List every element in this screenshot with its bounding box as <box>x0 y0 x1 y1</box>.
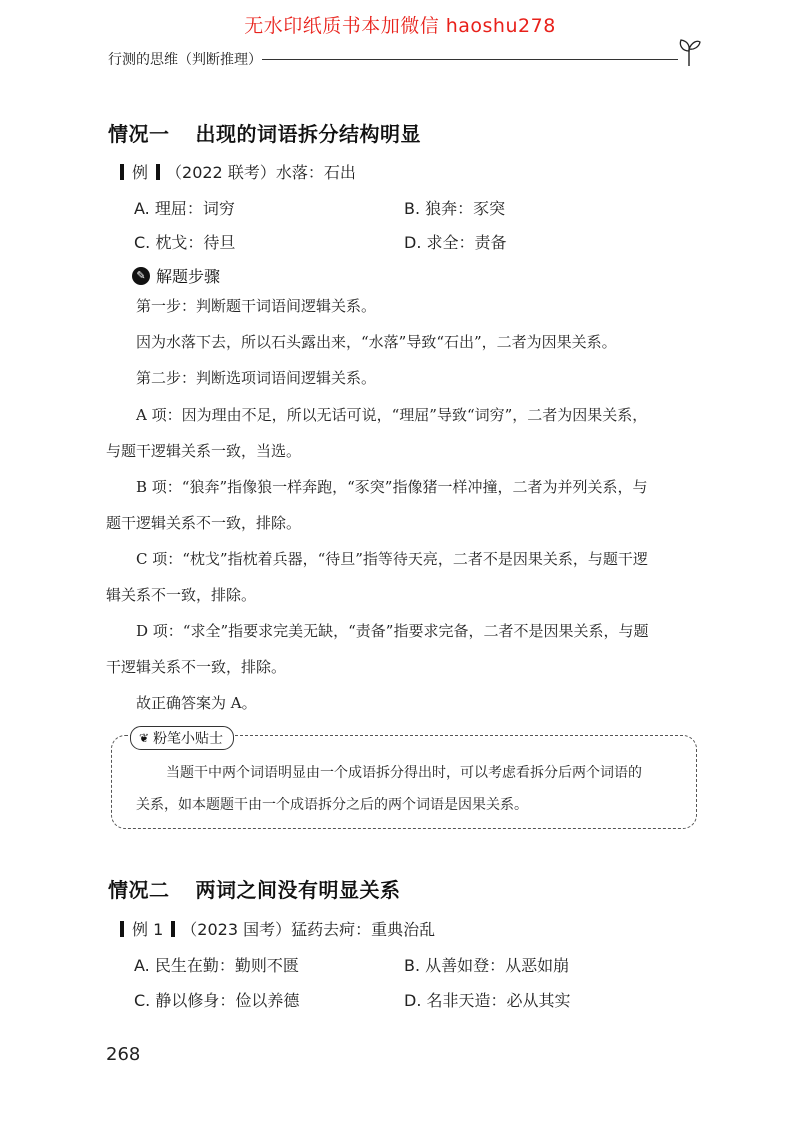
tip-line-1: 当题干中两个词语明显由一个成语拆分得出时，可以考虑看拆分后两个词语的 <box>166 765 642 781</box>
bracket-bar-right <box>171 921 175 937</box>
correct-answer: 故正确答案为 A。 <box>136 694 257 712</box>
step-2: 第二步：判断选项词语间逻辑关系。 <box>136 369 377 387</box>
option-b: B. 从善如登：从恶如崩 <box>404 956 570 975</box>
question-stem <box>120 160 356 183</box>
watermark: 无水印纸质书本加微信 haoshu278 <box>244 15 556 37</box>
tip-content <box>136 757 676 821</box>
bracket-bar-left <box>120 921 124 937</box>
analysis-c-line-1: C 项：“枕戈”指枕着兵器，“待旦”指等待天亮，二者不是因果关系，与题干逻 <box>136 550 648 568</box>
step-1: 第一步：判断题干词语间逻辑关系。 <box>136 297 377 315</box>
option-a: A. 理屈：词穷 <box>134 199 235 218</box>
question-stem-2 <box>120 917 435 940</box>
running-header: 行测的思维（判断推理） <box>108 52 262 68</box>
sprout-icon <box>676 36 702 66</box>
question-label: 例 <box>132 163 149 182</box>
question-stem-text: 猛药去疴：重典治乱 <box>291 920 436 939</box>
analysis-a-line-1: A 项：因为理由不足，所以无话可说，“理屈”导致“词穷”，二者为因果关系， <box>136 406 648 424</box>
section-heading: 两词之间没有明显关系 <box>195 878 401 902</box>
analysis-d-line-1: D 项：“求全”指要求完美无缺，“责备”指要求完备，二者不是因果关系，与题 <box>136 622 649 640</box>
solution-steps-title: 解题步骤 <box>156 267 221 286</box>
bracket-bar-right <box>156 164 160 180</box>
page-number: 268 <box>106 1044 141 1065</box>
analysis-b-line-1: B 项：“狼奔”指像狼一样奔跑，“豕突”指像猪一样冲撞，二者为并列关系，与 <box>136 478 648 496</box>
tip-label-text: 粉笔小贴士 <box>153 731 224 747</box>
tip-label <box>130 726 234 750</box>
tip-line-2: 关系，如本题题干由一个成语拆分之后的两个词语是因果关系。 <box>136 797 528 813</box>
pen-icon: ✎ <box>132 267 150 285</box>
step-1-detail: 因为水落下去，所以石头露出来，“水落”导致“石出”，二者为因果关系。 <box>136 333 617 351</box>
bracket-bar-left <box>120 164 124 180</box>
analysis-c-line-2: 辑关系不一致，排除。 <box>106 586 257 604</box>
question-stem-text: 水落：石出 <box>275 163 356 182</box>
option-c: C. 静以修身：俭以养德 <box>134 991 300 1010</box>
question-label: 例 1 <box>132 920 164 939</box>
section-number: 情况二 <box>108 878 170 902</box>
option-a: A. 民生在勤：勤则不匮 <box>134 956 299 975</box>
question-source: （2023 国考） <box>181 920 292 939</box>
solution-steps-heading <box>132 264 220 287</box>
section-heading: 出现的词语拆分结构明显 <box>195 122 421 146</box>
section-number: 情况一 <box>108 122 170 146</box>
section-title-2 <box>108 874 401 903</box>
analysis-b-line-2: 题干逻辑关系不一致，排除。 <box>106 514 302 532</box>
analysis-a-line-2: 与题干逻辑关系一致，当选。 <box>106 442 302 460</box>
option-c: C. 枕戈：待旦 <box>134 233 236 252</box>
option-d: D. 求全：责备 <box>404 233 507 252</box>
sprout-icon: ❦ <box>139 731 150 745</box>
section-title-1 <box>108 118 421 147</box>
analysis-d-line-2: 干逻辑关系不一致，排除。 <box>106 658 287 676</box>
header-rule <box>262 59 678 60</box>
option-b: B. 狼奔：豕突 <box>404 199 506 218</box>
option-d: D. 名非天造：必从其实 <box>404 991 571 1010</box>
question-source: （2022 联考） <box>166 163 276 182</box>
